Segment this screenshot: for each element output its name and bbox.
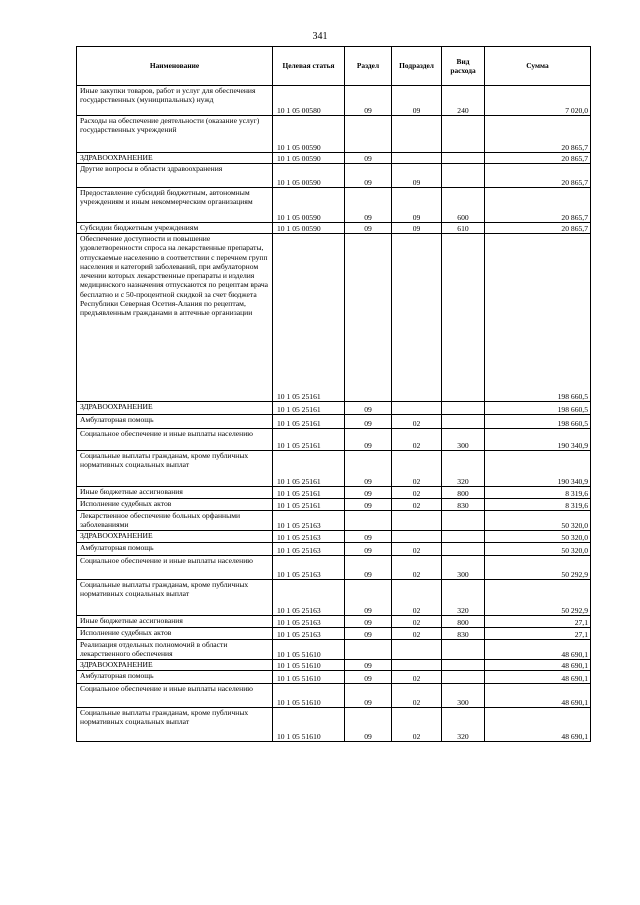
row-subsection: 02 <box>392 708 442 742</box>
row-subsection <box>392 660 442 671</box>
row-name: Иные бюджетные ассигнования <box>77 487 273 499</box>
row-subsection: 02 <box>392 580 442 616</box>
row-amount: 20 865,7 <box>485 116 591 153</box>
row-amount: 198 660,5 <box>485 402 591 415</box>
table-row <box>77 580 591 616</box>
header-name: Наименование <box>77 47 273 86</box>
row-subsection <box>392 116 442 153</box>
row-target-article: 10 1 05 25161 <box>273 402 345 415</box>
row-amount: 50 320,0 <box>485 543 591 556</box>
table-row <box>77 616 591 628</box>
row-name: Социальные выплаты гражданам, кроме публичных нормативных социальных выплат <box>77 451 273 487</box>
row-subsection: 09 <box>392 164 442 188</box>
row-amount: 8 319,6 <box>485 487 591 499</box>
row-name: Реализация отдельных полномочий в области лекарственного обеспечения <box>77 640 273 660</box>
row-subsection <box>392 640 442 660</box>
row-name: Амбулаторная помощь <box>77 415 273 429</box>
table-row <box>77 543 591 556</box>
row-amount: 50 292,9 <box>485 556 591 580</box>
row-subsection: 02 <box>392 671 442 684</box>
row-name: Социальное обеспечение и иные выплаты населению <box>77 429 273 451</box>
row-expense-type: 320 <box>442 708 485 742</box>
row-target-article: 10 1 05 51610 <box>273 660 345 671</box>
row-target-article: 10 1 05 25163 <box>273 511 345 531</box>
table-row <box>77 153 591 164</box>
row-amount: 20 865,7 <box>485 188 591 223</box>
row-section: 09 <box>345 402 392 415</box>
row-name: Исполнение судебных актов <box>77 628 273 640</box>
row-section <box>345 511 392 531</box>
row-amount: 50 320,0 <box>485 511 591 531</box>
table-row <box>77 640 591 660</box>
row-expense-type: 300 <box>442 556 485 580</box>
row-target-article: 10 1 05 25163 <box>273 628 345 640</box>
row-amount: 20 865,7 <box>485 153 591 164</box>
table-row <box>77 708 591 742</box>
row-target-article: 10 1 05 00590 <box>273 188 345 223</box>
row-subsection: 09 <box>392 86 442 116</box>
table-row <box>77 429 591 451</box>
row-expense-type <box>442 511 485 531</box>
row-target-article: 10 1 05 25161 <box>273 487 345 499</box>
row-target-article: 10 1 05 00590 <box>273 164 345 188</box>
row-section: 09 <box>345 164 392 188</box>
row-amount: 48 690,1 <box>485 671 591 684</box>
row-subsection <box>392 531 442 543</box>
header-amount: Сумма <box>485 47 591 86</box>
row-target-article: 10 1 05 25163 <box>273 616 345 628</box>
row-name: Субсидии бюджетным учреждениям <box>77 223 273 234</box>
row-amount: 27,1 <box>485 628 591 640</box>
row-expense-type <box>442 415 485 429</box>
row-name: Социальные выплаты гражданам, кроме публичных нормативных социальных выплат <box>77 708 273 742</box>
row-section: 09 <box>345 684 392 708</box>
row-amount: 190 340,9 <box>485 429 591 451</box>
row-section: 09 <box>345 671 392 684</box>
row-amount: 27,1 <box>485 616 591 628</box>
row-expense-type: 320 <box>442 580 485 616</box>
row-name: ЗДРАВООХРАНЕНИЕ <box>77 660 273 671</box>
row-subsection <box>392 234 442 402</box>
row-section: 09 <box>345 487 392 499</box>
row-subsection: 02 <box>392 429 442 451</box>
row-amount: 48 690,1 <box>485 660 591 671</box>
row-amount: 20 865,7 <box>485 164 591 188</box>
row-name: Исполнение судебных актов <box>77 499 273 511</box>
row-name: Иные бюджетные ассигнования <box>77 616 273 628</box>
row-section: 09 <box>345 543 392 556</box>
row-amount: 50 320,0 <box>485 531 591 543</box>
row-target-article: 10 1 05 25161 <box>273 429 345 451</box>
row-target-article: 10 1 05 25161 <box>273 499 345 511</box>
row-expense-type: 300 <box>442 429 485 451</box>
row-name: Другие вопросы в области здравоохранения <box>77 164 273 188</box>
row-target-article: 10 1 05 25161 <box>273 451 345 487</box>
table-row <box>77 499 591 511</box>
row-target-article: 10 1 05 00590 <box>273 153 345 164</box>
table-row <box>77 556 591 580</box>
table-body <box>77 86 591 742</box>
row-subsection: 02 <box>392 451 442 487</box>
table-row <box>77 671 591 684</box>
row-expense-type: 600 <box>442 188 485 223</box>
row-expense-type <box>442 671 485 684</box>
header-subsection: Подраздел <box>392 47 442 86</box>
row-expense-type: 300 <box>442 684 485 708</box>
table-row <box>77 660 591 671</box>
row-subsection <box>392 153 442 164</box>
budget-table <box>76 46 591 742</box>
row-target-article: 10 1 05 51610 <box>273 708 345 742</box>
row-target-article: 10 1 05 51610 <box>273 640 345 660</box>
row-section: 09 <box>345 708 392 742</box>
row-section: 09 <box>345 628 392 640</box>
row-section: 09 <box>345 660 392 671</box>
table-row <box>77 116 591 153</box>
row-expense-type <box>442 543 485 556</box>
row-section: 09 <box>345 153 392 164</box>
row-subsection: 09 <box>392 188 442 223</box>
header-target-article: Целевая статья <box>273 47 345 86</box>
row-target-article: 10 1 05 00580 <box>273 86 345 116</box>
row-target-article: 10 1 05 00590 <box>273 116 345 153</box>
row-target-article: 10 1 05 51610 <box>273 671 345 684</box>
row-name: Социальное обеспечение и иные выплаты населению <box>77 556 273 580</box>
row-section: 09 <box>345 580 392 616</box>
row-target-article: 10 1 05 25163 <box>273 543 345 556</box>
row-section: 09 <box>345 188 392 223</box>
row-section: 09 <box>345 556 392 580</box>
row-name: Предоставление субсидий бюджетным, автономным учреждениям и иным некоммерческим организациям <box>77 188 273 223</box>
row-subsection: 02 <box>392 543 442 556</box>
row-expense-type <box>442 116 485 153</box>
row-subsection: 02 <box>392 499 442 511</box>
row-amount: 190 340,9 <box>485 451 591 487</box>
row-expense-type <box>442 153 485 164</box>
row-amount: 198 660,5 <box>485 415 591 429</box>
header-expense-type: Вид расхода <box>442 47 485 86</box>
header-section: Раздел <box>345 47 392 86</box>
table-row <box>77 531 591 543</box>
row-target-article: 10 1 05 25163 <box>273 531 345 543</box>
row-expense-type: 830 <box>442 628 485 640</box>
row-name: Социальное обеспечение и иные выплаты населению <box>77 684 273 708</box>
table-row <box>77 86 591 116</box>
row-expense-type: 240 <box>442 86 485 116</box>
row-target-article: 10 1 05 25163 <box>273 556 345 580</box>
table-row <box>77 223 591 234</box>
row-section: 09 <box>345 616 392 628</box>
row-section: 09 <box>345 429 392 451</box>
row-name: Амбулаторная помощь <box>77 543 273 556</box>
row-name: Социальные выплаты гражданам, кроме публичных нормативных социальных выплат <box>77 580 273 616</box>
table-row <box>77 487 591 499</box>
row-target-article: 10 1 05 25161 <box>273 415 345 429</box>
row-amount: 7 020,0 <box>485 86 591 116</box>
table-row <box>77 402 591 415</box>
row-expense-type <box>442 640 485 660</box>
row-name: Расходы на обеспечение деятельности (оказание услуг) государственных учреждений <box>77 116 273 153</box>
row-target-article: 10 1 05 25161 <box>273 234 345 402</box>
row-section: 09 <box>345 415 392 429</box>
row-expense-type <box>442 164 485 188</box>
row-amount: 50 292,9 <box>485 580 591 616</box>
row-expense-type <box>442 660 485 671</box>
row-target-article: 10 1 05 00590 <box>273 223 345 234</box>
row-name: ЗДРАВООХРАНЕНИЕ <box>77 402 273 415</box>
row-target-article: 10 1 05 51610 <box>273 684 345 708</box>
row-section <box>345 116 392 153</box>
table-row <box>77 164 591 188</box>
row-amount: 48 690,1 <box>485 684 591 708</box>
row-name: Амбулаторная помощь <box>77 671 273 684</box>
row-section: 09 <box>345 223 392 234</box>
row-name: ЗДРАВООХРАНЕНИЕ <box>77 531 273 543</box>
row-section <box>345 234 392 402</box>
table-row <box>77 684 591 708</box>
row-section: 09 <box>345 531 392 543</box>
row-amount: 48 690,1 <box>485 708 591 742</box>
row-subsection: 02 <box>392 684 442 708</box>
row-name: Лекарственное обеспечение больных орфанными заболеваниями <box>77 511 273 531</box>
row-expense-type: 610 <box>442 223 485 234</box>
row-expense-type <box>442 531 485 543</box>
row-expense-type: 800 <box>442 487 485 499</box>
row-amount: 8 319,6 <box>485 499 591 511</box>
table-row <box>77 511 591 531</box>
row-amount: 48 690,1 <box>485 640 591 660</box>
table-row <box>77 451 591 487</box>
table-header-row <box>77 47 591 86</box>
row-subsection: 09 <box>392 223 442 234</box>
row-expense-type <box>442 234 485 402</box>
page-number: 341 <box>312 31 328 42</box>
row-expense-type: 320 <box>442 451 485 487</box>
row-section: 09 <box>345 86 392 116</box>
row-amount: 20 865,7 <box>485 223 591 234</box>
row-section <box>345 640 392 660</box>
row-subsection: 02 <box>392 487 442 499</box>
row-expense-type: 830 <box>442 499 485 511</box>
row-subsection: 02 <box>392 616 442 628</box>
row-subsection <box>392 402 442 415</box>
row-name: Иные закупки товаров, работ и услуг для обеспечения государственных (муниципальных) нужд <box>77 86 273 116</box>
row-name: ЗДРАВООХРАНЕНИЕ <box>77 153 273 164</box>
row-expense-type <box>442 402 485 415</box>
row-subsection: 02 <box>392 556 442 580</box>
row-section: 09 <box>345 499 392 511</box>
row-expense-type: 800 <box>442 616 485 628</box>
row-section: 09 <box>345 451 392 487</box>
row-target-article: 10 1 05 25163 <box>273 580 345 616</box>
row-subsection <box>392 511 442 531</box>
row-subsection: 02 <box>392 415 442 429</box>
table-row <box>77 628 591 640</box>
row-name: Обеспечение доступности и повышение удовлетворенности спроса на лекарственные препараты, отпускаемые населению в соответствии с перечнем групп населения и категорий заболеваний, при амбулаторном лечении которых лекарственные препараты и изделия медицинского назначения отпускаются по рецептам врача бесплатно и с 50-процентной скидкой за счет бюджета Республики Северная Осетия-Алания по рецептам, предъявленным гражданами в аптечные организации <box>77 234 273 402</box>
row-subsection: 02 <box>392 628 442 640</box>
table-row <box>77 234 591 402</box>
table-row <box>77 188 591 223</box>
table-row <box>77 415 591 429</box>
row-amount: 198 660,5 <box>485 234 591 402</box>
